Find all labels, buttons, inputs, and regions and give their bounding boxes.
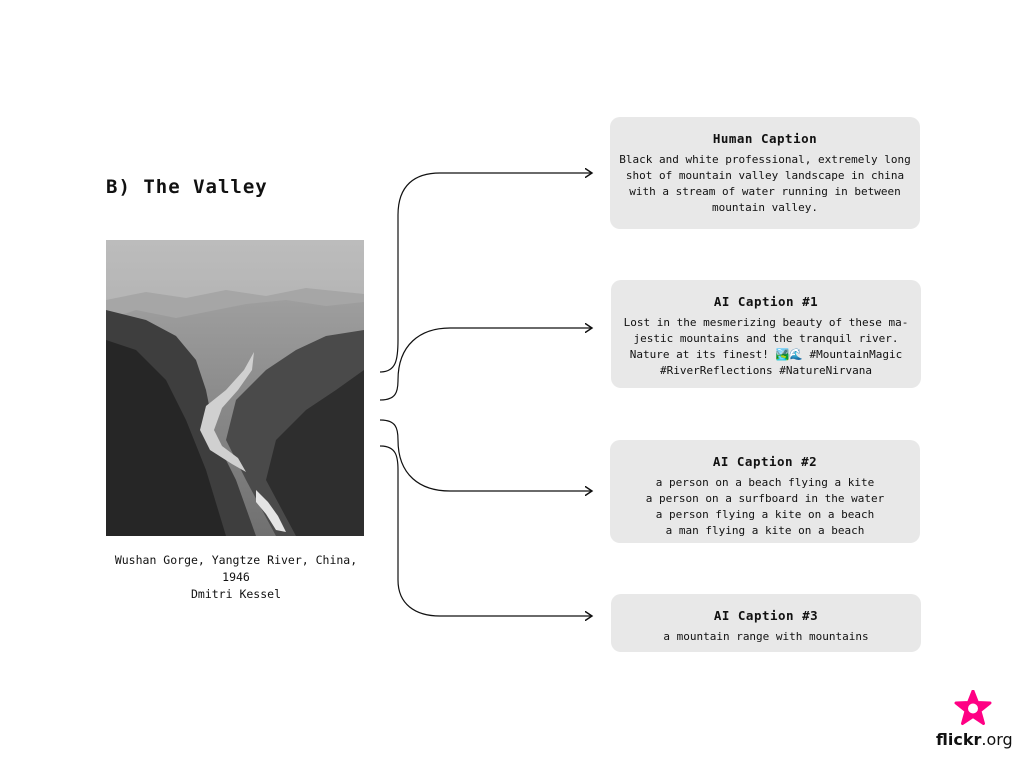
connector-ai3: [380, 446, 592, 616]
human-caption-line: with a stream of water running in between: [629, 185, 901, 198]
ai-caption-2-line: a person on a beach flying a kite: [655, 476, 875, 489]
ai-caption-1-body: [611, 315, 921, 379]
ai-caption-2-card: [610, 440, 920, 543]
flickr-wordmark: [936, 730, 1013, 749]
flickr-logo: [936, 690, 1016, 754]
flickr-suffix: .org: [981, 730, 1013, 749]
human-caption-title: Human Caption: [712, 131, 818, 146]
ai-caption-2-line: a man flying a kite on a beach: [665, 524, 865, 537]
human-caption-line: shot of mountain valley landscape in china: [625, 169, 905, 182]
ai-caption-3-body: [611, 629, 921, 645]
human-caption-card: [610, 117, 920, 229]
human-caption-line: Black and white professional, extremely long: [619, 153, 911, 166]
ai-caption-1-title: AI Caption #1: [713, 294, 819, 309]
flickr-brand: flickr: [936, 730, 982, 749]
ai-caption-2-line: a person flying a kite on a beach: [655, 508, 875, 521]
ai-caption-1-line: jestic mountains and the tranquil river.: [633, 332, 899, 345]
ai-caption-3-card: [611, 594, 921, 652]
human-caption-body: [610, 152, 920, 216]
ai-caption-1-line: Nature at its finest! 🏞️🌊 #MountainMagic: [629, 348, 903, 361]
ai-caption-2-line: a person on a surfboard in the water: [645, 492, 885, 505]
ai-caption-1-card: [611, 280, 921, 388]
photo-caption-line1: Wushan Gorge, Yangtze River, China,: [114, 553, 358, 567]
section-title: B) The Valley: [106, 176, 268, 198]
flickr-star-icon: [954, 690, 992, 726]
ai-caption-3-line: a mountain range with mountains: [663, 630, 869, 643]
ai-caption-2-body: [610, 475, 920, 539]
ai-caption-1-line: Lost in the mesmerizing beauty of these ma-: [623, 316, 909, 329]
connector-ai1: [380, 328, 592, 400]
connector-ai2: [380, 420, 592, 491]
photo-caption-line2: 1946: [222, 570, 250, 584]
photo-caption-line3: Dmitri Kessel: [190, 587, 281, 601]
ai-caption-1-line: #RiverReflections #NatureNirvana: [660, 364, 872, 377]
human-caption-line: mountain valley.: [712, 201, 818, 214]
ai-caption-3-title: AI Caption #3: [713, 608, 819, 623]
ai-caption-2-title: AI Caption #2: [712, 454, 818, 469]
